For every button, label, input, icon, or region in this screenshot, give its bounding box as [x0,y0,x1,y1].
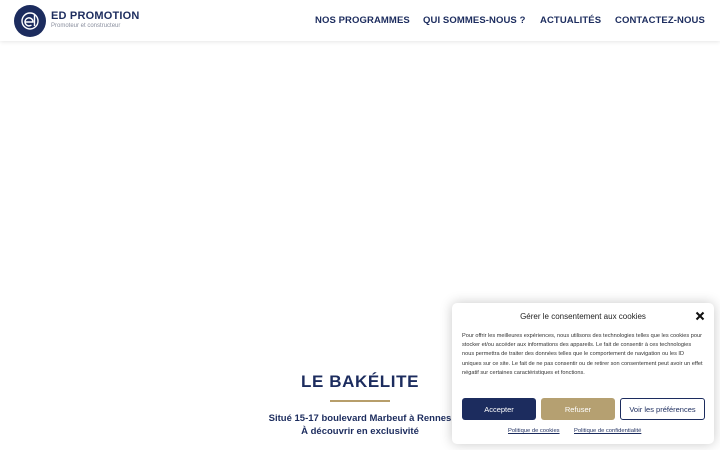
hero-address: Situé 15-17 boulevard Marbeuf à Rennes [268,413,452,424]
site-header [0,0,720,41]
privacy-policy-link[interactable]: Politique de confidentialité [574,428,642,434]
cookie-body-text: Pour offrir les meilleures expériences, nous utilisons des technologies telles que les cookies pour stocker et/ou accéder aux informations des appareils. Le fait de consentir à ces technologies nous permettra de traiter des données telles que le comportement de navigation ou les ID uniques sur ce site. Le fait de ne pas consentir ou de retirer son consentement peut avoir un effet négatif sur certaines caractéristiques et fonctions. [462,333,703,376]
brand-tagline: Promoteur et constructeur [51,23,121,29]
nav-item-actualites[interactable]: ACTUALITÉS [540,15,602,26]
nav-item-qui-sommes-nous[interactable]: QUI SOMMES-NOUS ? [423,15,526,26]
accept-button[interactable]: Accepter [462,398,536,420]
preferences-button[interactable]: Voir les préférences [620,398,705,420]
refuse-button[interactable]: Refuser [541,398,615,420]
title-divider [330,400,390,402]
nav-item-contactez-nous[interactable]: CONTACTEZ-NOUS [615,15,705,26]
hero-tagline: À découvrir en exclusivité [301,426,419,437]
cookie-policy-link[interactable]: Politique de cookies [508,428,560,434]
cookie-consent-dialog [452,303,714,444]
page-title: LE BAKÉLITE [300,372,420,391]
cookie-dialog-title: Gérer le consentement aux cookies [520,312,646,321]
brand-name[interactable]: ED PROMOTION [51,10,140,22]
main-nav [0,15,720,27]
close-icon[interactable] [695,311,705,321]
nav-item-programmes[interactable]: NOS PROGRAMMES [315,15,410,26]
